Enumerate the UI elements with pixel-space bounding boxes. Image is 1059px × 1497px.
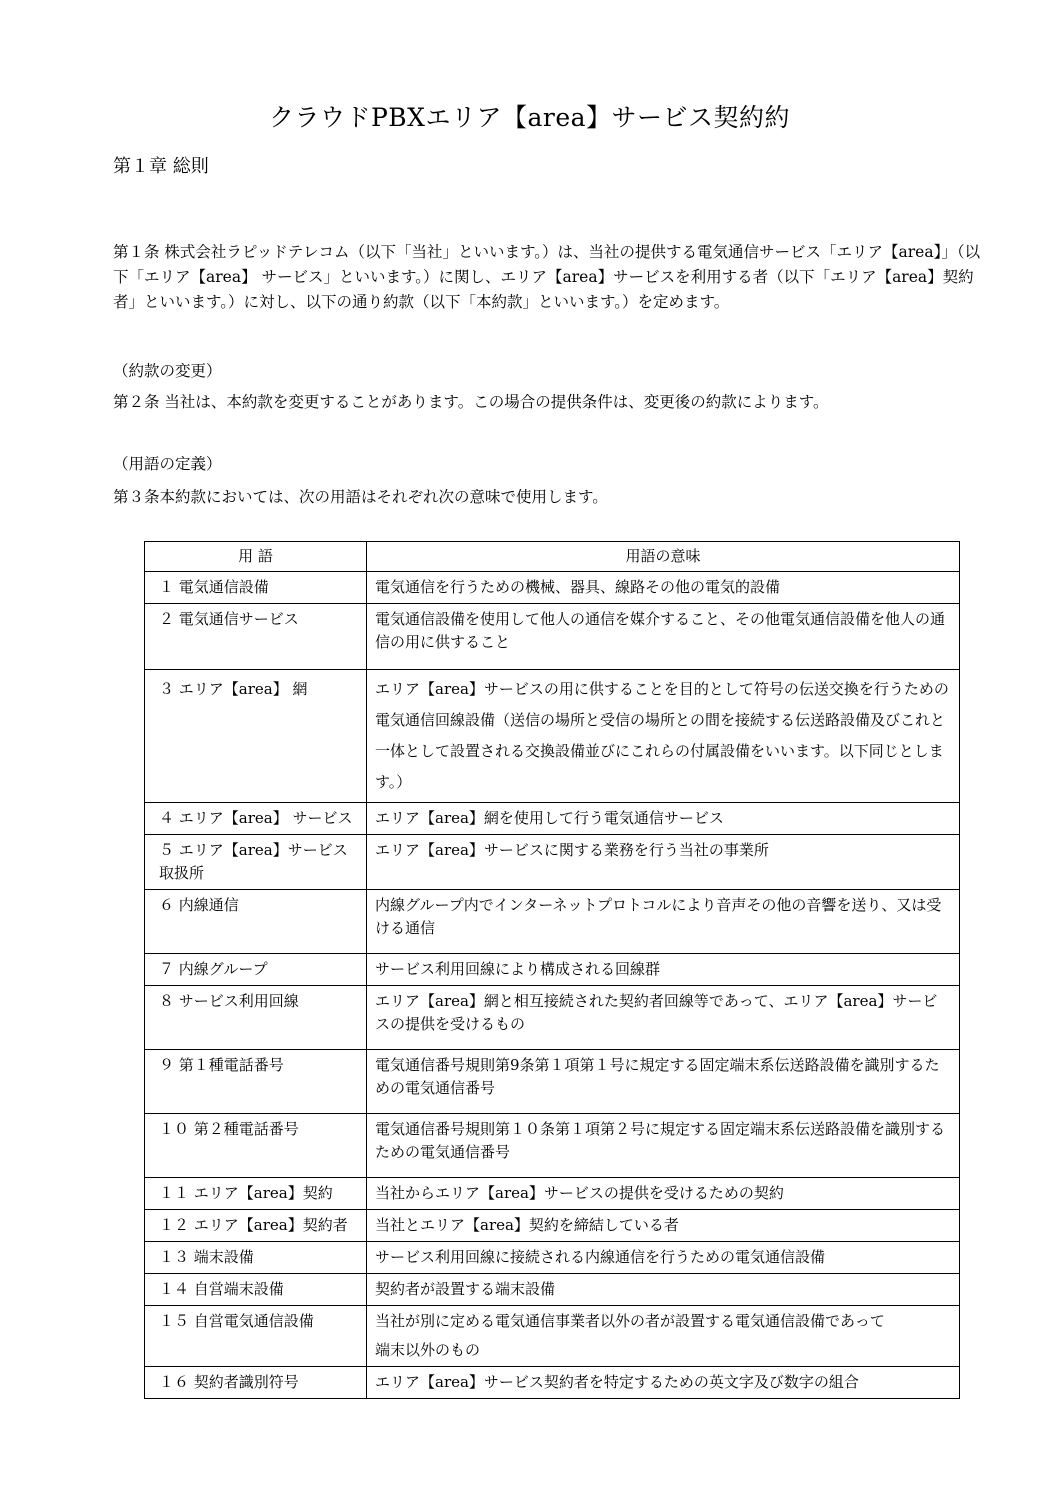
meaning-cell: 電気通信を行うための機械、器具、線路その他の電気的設備 (367, 572, 960, 604)
term-cell: ７ 内線グループ (145, 954, 367, 986)
table-row (145, 572, 960, 604)
article-3-heading: （用語の定義） (113, 455, 222, 473)
meaning-extra-text: 端末以外のもの (375, 1341, 481, 1359)
page-title: クラウドPBXエリア【area】サービス契約約 (268, 103, 791, 132)
term-cell: １４ 自営端末設備 (145, 1274, 367, 1306)
meaning-cell: エリア【area】網を使用して行う電気通信サービス (367, 803, 960, 835)
article-2: 第２条 当社は、本約款を変更することがあります。この場合の提供条件は、変更後の約款によります。 (113, 393, 829, 411)
header-meaning: 用語の意味 (367, 542, 960, 572)
table-row (145, 1114, 960, 1178)
table-row (145, 986, 960, 1050)
meaning-cell: 電気通信番号規則第9条第１項第１号に規定する固定端末系伝送路設備を識別するための電気通信番号 (367, 1050, 960, 1114)
table-header-row (145, 542, 960, 572)
table-row (145, 835, 960, 890)
term-cell: ６ 内線通信 (145, 890, 367, 954)
term-cell: ３ エリア【area】 網 (145, 670, 367, 803)
table-row (145, 604, 960, 670)
meaning-cell: サービス利用回線により構成される回線群 (367, 954, 960, 986)
meaning-cell: 当社とエリア【area】契約を締結している者 (367, 1210, 960, 1242)
term-cell: ５ エリア【area】サービス取扱所 (145, 835, 367, 890)
table-row (145, 1242, 960, 1274)
article-3: 第３条本約款においては、次の用語はそれぞれ次の意味で使用します。 (113, 488, 608, 506)
meaning-cell: エリア【area】サービス契約者を特定するための英文字及び数字の組合 (367, 1367, 960, 1399)
term-cell: １ 電気通信設備 (145, 572, 367, 604)
table-row (145, 1367, 960, 1399)
article-2-heading: （約款の変更） (113, 362, 222, 380)
meaning-cell: サービス利用回線に接続される内線通信を行うための電気通信設備 (367, 1242, 960, 1274)
meaning-cell: エリア【area】網と相互接続された契約者回線等であって、エリア【area】サービスの提供を受けるもの (367, 986, 960, 1050)
terms-table (144, 541, 960, 1399)
table-row (145, 1306, 960, 1367)
meaning-cell: エリア【area】サービスの用に供することを目的として符号の伝送交換を行うための電気通信回線設備（送信の場所と受信の場所との間を接続する伝送路設備及びこれと一体として設置される交換設備並びにこれらの付属設備をいいます。以下同じとします。） (367, 670, 960, 803)
table-row (145, 670, 960, 803)
meaning-cell (367, 1306, 960, 1367)
article-1: 第１条 株式会社ラピッドテレコム（以下「当社」といいます。）は、当社の提供する電気通信サービス「エリア【area】」（以下「エリア【area】 サービス」といいます。）に関し、エリア【area】サービスを利用する者（以下「エリア【area】契約者」といいます。）に対し、以下の通り約款（以下「本約款」といいます。）を定めます。 (113, 243, 981, 311)
meaning-text: 当社が別に定める電気通信事業者以外の者が設置する電気通信設備であって (375, 1312, 885, 1330)
meaning-cell: 内線グループ内でインターネットプロトコルにより音声その他の音響を送り、又は受ける通信 (367, 890, 960, 954)
term-cell: ４ エリア【area】 サービス (145, 803, 367, 835)
meaning-cell: 契約者が設置する端末設備 (367, 1274, 960, 1306)
meaning-cell: 当社からエリア【area】サービスの提供を受けるための契約 (367, 1178, 960, 1210)
chapter-heading: 第１章 総則 (113, 156, 209, 177)
header-term: 用 語 (145, 542, 367, 572)
term-cell: ９ 第１種電話番号 (145, 1050, 367, 1114)
table-row (145, 890, 960, 954)
table-row (145, 1210, 960, 1242)
table-row (145, 1050, 960, 1114)
table-row (145, 1178, 960, 1210)
table-row (145, 803, 960, 835)
table-row (145, 1274, 960, 1306)
meaning-cell: 電気通信番号規則第１０条第１項第２号に規定する固定端末系伝送路設備を識別するための電気通信番号 (367, 1114, 960, 1178)
meaning-cell: エリア【area】サービスに関する業務を行う当社の事業所 (367, 835, 960, 890)
term-cell: ８ サービス利用回線 (145, 986, 367, 1050)
term-cell: １３ 端末設備 (145, 1242, 367, 1274)
term-cell: １５ 自営電気通信設備 (145, 1306, 367, 1367)
term-cell: ２ 電気通信サービス (145, 604, 367, 670)
term-cell: １２ エリア【area】契約者 (145, 1210, 367, 1242)
term-cell: １６ 契約者識別符号 (145, 1367, 367, 1399)
meaning-cell: 電気通信設備を使用して他人の通信を媒介すること、その他電気通信設備を他人の通信の用に供すること (367, 604, 960, 670)
term-cell: １１ エリア【area】契約 (145, 1178, 367, 1210)
term-cell: １０ 第２種電話番号 (145, 1114, 367, 1178)
table-row (145, 954, 960, 986)
